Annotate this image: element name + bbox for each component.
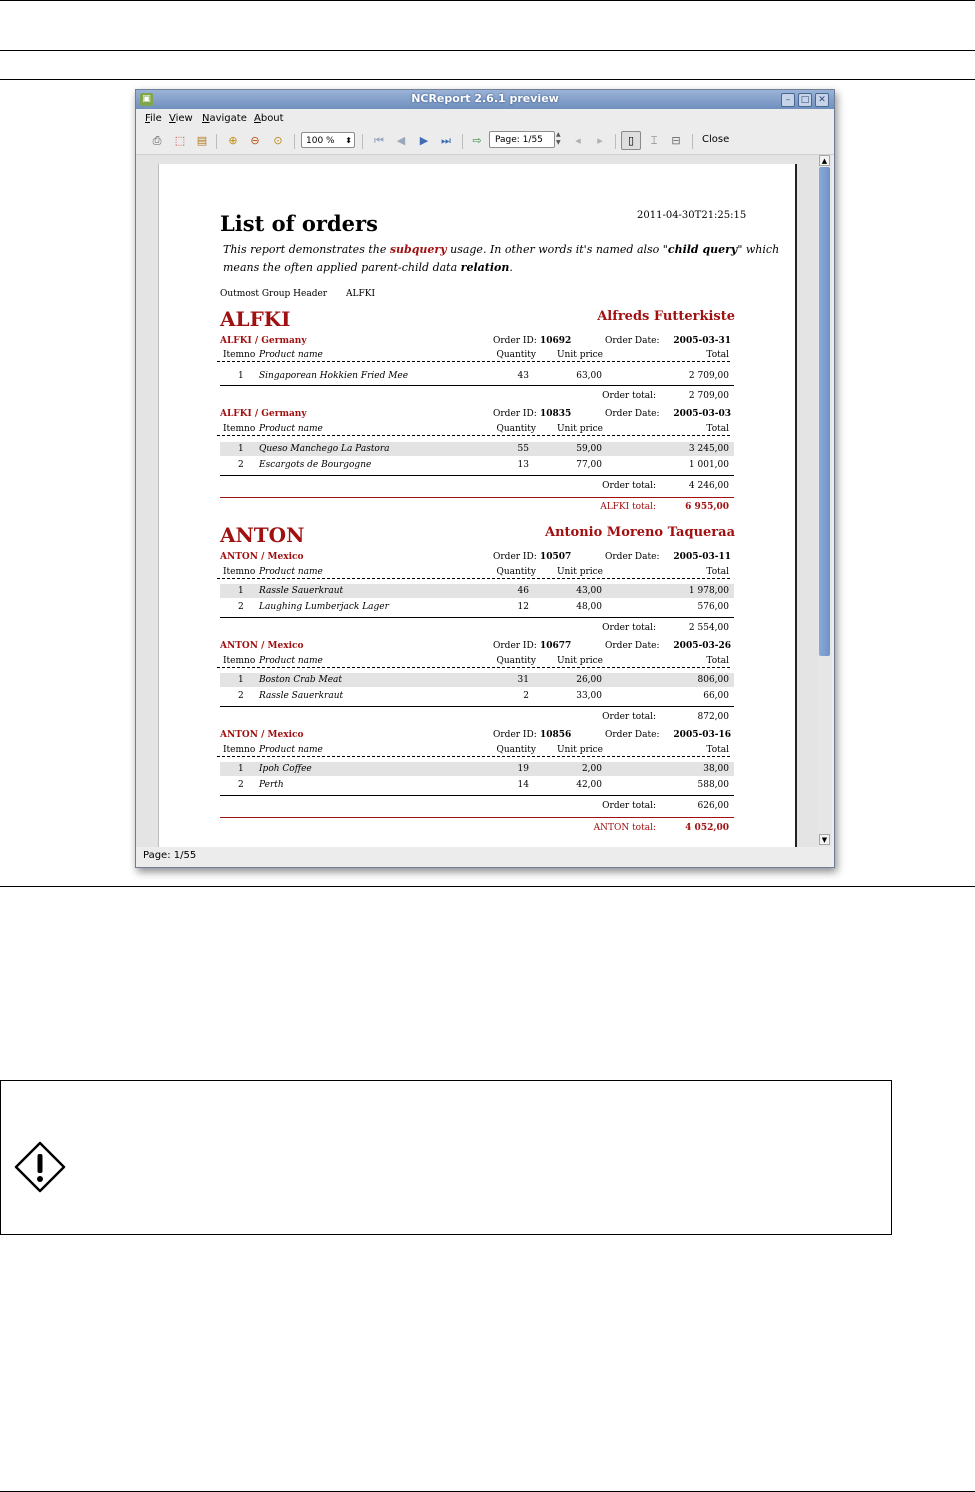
report-page [158,164,797,847]
order-date-label: Order Date: [605,336,660,346]
col-unit-price: Unit price [556,350,603,360]
report-description-line1 [223,243,779,256]
customer-total-divider [220,497,734,498]
desc-text: " which [737,243,780,256]
desc-text: usage. In other words it's named also " [446,243,668,256]
item-total: 38,00 [703,764,729,774]
menu-navigate[interactable]: Navigate [202,113,247,124]
item-price: 48,00 [576,602,602,612]
item-total: 1 001,00 [688,460,729,470]
zoom-out-icon[interactable]: ⊖ [250,134,260,147]
toolbar-separator [692,134,693,149]
scroll-up-icon[interactable]: ▲ [819,155,830,166]
toolbar [136,128,834,155]
desc-text: This report demonstrates the [223,243,390,256]
col-product: Product name [259,350,323,360]
order-total: 626,00 [697,801,729,811]
order-id: 10692 [540,336,572,346]
col-total: Total [706,424,729,434]
previous-page-icon[interactable]: ◀ [396,134,406,147]
close-button[interactable]: Close [702,134,730,145]
col-total: Total [706,745,729,755]
first-page-icon[interactable]: ⏮ [374,134,384,147]
order-group-label: ALFKI / Germany [220,336,307,346]
warning-box [0,1080,892,1235]
item-no: 1 [238,371,244,381]
scroll-down-icon[interactable]: ▼ [819,834,830,845]
col-quantity: Quantity [496,656,536,666]
order-total: 2 554,00 [688,623,729,633]
zoom-value: 100 % [306,136,335,146]
header-rule-1 [0,50,975,51]
order-id: 10835 [540,409,572,419]
item-total: 1 978,00 [688,586,729,596]
col-itemno: Itemno [223,424,256,434]
order-total-label: Order total: [602,712,656,722]
item-price: 42,00 [576,780,602,790]
back-icon[interactable]: ◂ [575,134,581,147]
toolbar-separator [216,134,217,149]
desc-text: means the often applied parent-child data [223,261,461,274]
order-date: 2005-03-11 [673,552,731,562]
item-price: 26,00 [576,675,602,685]
order-total-label: Order total: [602,391,656,401]
facing-page-icon[interactable]: ⊟ [671,134,681,147]
zoom-select[interactable] [301,132,355,148]
print-icon[interactable]: ⎙ [152,134,162,147]
item-qty: 14 [517,780,529,790]
outer-group-header-label: Outmost Group Header [220,289,328,299]
item-no: 2 [238,780,244,790]
desc-relation: relation [460,261,510,274]
col-unit-price: Unit price [556,424,603,434]
col-itemno: Itemno [223,656,256,666]
menu-view[interactable]: View [169,113,193,124]
item-qty: 2 [523,691,529,701]
spin-icon: ⬍ [345,136,352,145]
preview-window [135,89,835,868]
order-total-label: Order total: [602,481,656,491]
order-divider [220,475,734,476]
item-total: 66,00 [703,691,729,701]
window-title: NCReport 2.6.1 preview [411,92,559,105]
col-unit-price: Unit price [556,656,603,666]
col-total: Total [706,350,729,360]
item-qty: 19 [517,764,529,774]
order-divider [220,706,734,707]
customer-total: 6 955,00 [685,502,729,512]
col-total: Total [706,656,729,666]
zoom-in-icon[interactable]: ⊕ [228,134,238,147]
item-product: Ipoh Coffee [259,764,312,774]
title-bar[interactable] [136,90,834,109]
item-qty: 43 [517,371,529,381]
item-product: Perth [259,780,284,790]
order-id-label: Order ID: [493,409,537,419]
vertical-scrollbar[interactable] [818,155,832,847]
item-price: 43,00 [576,586,602,596]
order-group-label: ALFKI / Germany [220,409,307,419]
figure-bottom-rule [0,886,975,887]
order-date-label: Order Date: [605,730,660,740]
header-divider [217,361,730,362]
order-date: 2005-03-16 [673,730,731,740]
item-qty: 12 [517,602,529,612]
menu-file[interactable]: File [145,113,162,124]
report-timestamp: 2011-04-30T21:25:15 [637,210,747,221]
item-price: 33,00 [576,691,602,701]
customer-total-label: ALFKI total: [600,502,656,512]
item-product: Rassle Sauerkraut [259,586,344,596]
order-id: 10507 [540,552,572,562]
item-product: Escargots de Bourgogne [259,460,372,470]
item-total: 2 709,00 [688,371,729,381]
svg-export-icon[interactable]: ▤ [196,134,208,147]
order-group-label: ANTON / Mexico [220,641,304,651]
col-product: Product name [259,567,323,577]
order-id-label: Order ID: [493,552,537,562]
col-itemno: Itemno [223,567,256,577]
item-no: 2 [238,460,244,470]
item-no: 1 [238,764,244,774]
maximize-icon[interactable]: □ [798,93,812,107]
toolbar-separator [294,134,295,149]
col-quantity: Quantity [496,745,536,755]
continuous-page-icon[interactable]: ⌶ [650,134,658,147]
toolbar-separator [362,134,363,149]
preview-viewport[interactable] [136,155,818,847]
order-total-label: Order total: [602,623,656,633]
zoom-fit-icon[interactable]: ⊙ [273,134,283,147]
goto-page-icon[interactable]: ⇨ [472,134,482,147]
pdf-icon[interactable]: ⬚ [174,134,186,147]
order-group-label: ANTON / Mexico [220,730,304,740]
single-page-icon: ▯ [627,134,635,147]
order-divider [220,617,734,618]
col-product: Product name [259,424,323,434]
header-divider [217,435,730,436]
item-no: 1 [238,675,244,685]
top-rule [0,0,975,1]
minimize-icon[interactable]: – [781,93,795,107]
customer-name: Alfreds Futterkiste [597,309,735,324]
status-bar [136,847,834,867]
item-no: 2 [238,691,244,701]
item-product: Singaporean Hokkien Fried Mee [259,371,409,381]
order-total: 2 709,00 [688,391,729,401]
item-price: 59,00 [576,444,602,454]
status-page: Page: 1/55 [143,850,197,861]
customer-code: ANTON [220,523,305,547]
col-quantity: Quantity [496,424,536,434]
order-group-label: ANTON / Mexico [220,552,304,562]
item-total: 3 245,00 [688,444,729,454]
header-divider [217,756,730,757]
header-divider [217,578,730,579]
next-page-icon[interactable]: ▶ [419,134,429,147]
header-divider [217,667,730,668]
menu-about[interactable]: About [254,113,284,124]
customer-code: ALFKI [220,307,291,331]
customer-total: 4 052,00 [685,823,729,833]
item-no: 2 [238,602,244,612]
col-itemno: Itemno [223,745,256,755]
order-divider [220,795,734,796]
customer-name: Antonio Moreno Taqueraa [545,525,735,540]
item-qty: 46 [517,586,529,596]
toolbar-separator [615,134,616,149]
close-icon[interactable]: ✕ [815,93,829,107]
order-total-label: Order total: [602,801,656,811]
order-total: 872,00 [697,712,729,722]
warning-icon [13,1140,67,1196]
desc-child-query: child query [667,243,738,256]
page-input[interactable]: Page: 1/55 [489,131,555,148]
order-divider [220,385,734,386]
toolbar-separator [462,134,463,149]
order-date-label: Order Date: [605,641,660,651]
order-id-label: Order ID: [493,730,537,740]
order-total: 4 246,00 [688,481,729,491]
col-quantity: Quantity [496,350,536,360]
order-date: 2005-03-31 [673,336,731,346]
order-id: 10856 [540,730,572,740]
col-quantity: Quantity [496,567,536,577]
item-total: 576,00 [697,602,729,612]
menu-bar [136,109,834,128]
item-qty: 13 [517,460,529,470]
col-product: Product name [259,745,323,755]
desc-text: . [509,261,513,274]
item-total: 806,00 [697,675,729,685]
col-total: Total [706,567,729,577]
order-date-label: Order Date: [605,552,660,562]
item-qty: 31 [517,675,529,685]
customer-total-label: ANTON total: [593,823,656,833]
customer-total-divider [220,817,734,818]
order-id: 10677 [540,641,572,651]
order-id-label: Order ID: [493,336,537,346]
item-no: 1 [238,444,244,454]
header-rule-2 [0,79,975,80]
item-total: 588,00 [697,780,729,790]
item-product: Queso Manchego La Pastora [259,444,390,454]
item-product: Laughing Lumberjack Lager [259,602,389,612]
scrollbar-thumb[interactable] [819,167,830,656]
col-itemno: Itemno [223,350,256,360]
item-product: Boston Crab Meat [259,675,343,685]
last-page-icon[interactable]: ⏭ [441,134,451,147]
item-qty: 55 [517,444,529,454]
order-date: 2005-03-26 [673,641,731,651]
item-product: Rassle Sauerkraut [259,691,344,701]
desc-keyword: subquery [389,243,447,256]
order-date-label: Order Date: [605,409,660,419]
order-id-label: Order ID: [493,641,537,651]
page-spin-icon[interactable]: ▲ ▼ [556,131,561,146]
forward-icon[interactable]: ▸ [597,134,603,147]
col-unit-price: Unit price [556,745,603,755]
item-price: 63,00 [576,371,602,381]
outer-group-header-value: ALFKI [346,289,375,299]
col-unit-price: Unit price [556,567,603,577]
item-no: 1 [238,586,244,596]
app-icon: ▣ [140,93,153,106]
item-price: 77,00 [576,460,602,470]
report-title: List of orders [220,211,378,236]
order-date: 2005-03-03 [673,409,731,419]
col-product: Product name [259,656,323,666]
report-description-line2 [223,261,513,274]
item-price: 2,00 [581,764,602,774]
